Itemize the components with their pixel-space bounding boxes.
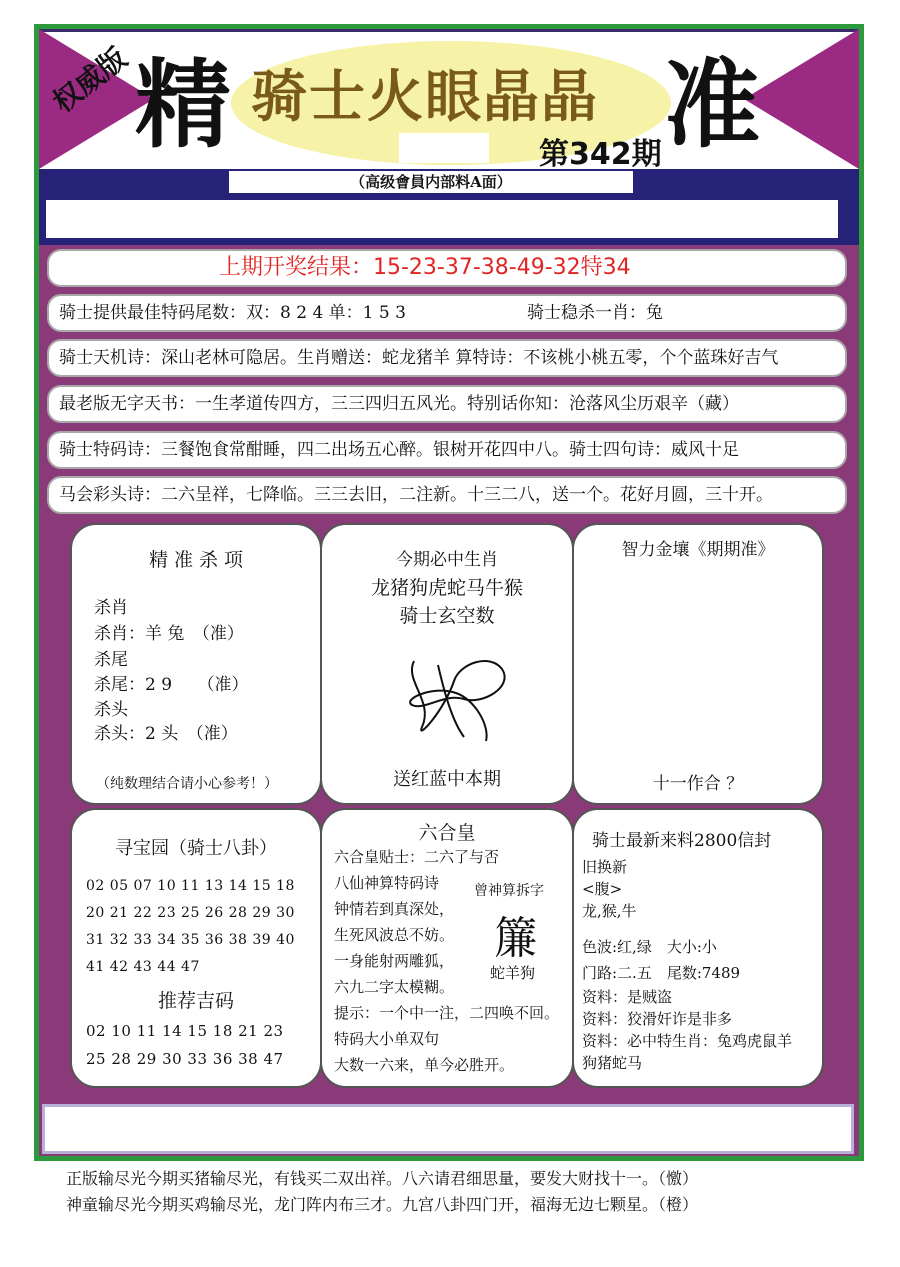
latest-line-3: 龙,猴,牛 (582, 902, 637, 920)
signature-scribble (394, 641, 534, 751)
poem-3: 骑士特码诗：三餐饱食常酣睡，四二出场五心醉。银树开花四中八。骑士四句诗：威风十足 (59, 439, 739, 460)
treasure-panel (70, 808, 322, 1088)
latest-line-2: <腹> (582, 880, 623, 898)
poem-row-2 (47, 385, 847, 423)
kill-head-label: 杀头 (94, 700, 128, 720)
lhh-line-2: 八仙神算特码诗 (334, 874, 440, 892)
right-triangle (744, 29, 859, 169)
zodiac-bottom: 送红蓝中本期 (393, 769, 501, 790)
latest-line-5: 门路:二.五 尾数:7489 (582, 964, 741, 982)
issue-number: 第342期 (539, 137, 662, 169)
poem-row-4 (47, 476, 847, 514)
kill-tail: 杀尾：2 9 （准） (94, 675, 249, 695)
authority-stamp: 权威版 (46, 41, 134, 120)
treasure-numbers-2: 20 21 22 23 25 26 28 29 30 (86, 905, 295, 921)
latest-title: 骑士最新来料2800信封 (592, 831, 772, 851)
lhh-line-6: 六九二字太模糊。 (334, 978, 455, 996)
treasure-numbers-1: 02 05 07 10 11 13 14 15 18 (86, 878, 295, 894)
treasure-numbers-3: 31 32 33 34 35 36 38 39 40 (86, 932, 295, 948)
split-char-title: 曾神算拆字 (474, 883, 544, 899)
zodiac-panel (320, 523, 574, 805)
latest-panel (572, 808, 824, 1088)
kill-note: （纯数理结合请小心参考！） (96, 776, 278, 792)
brand-title: 骑士火眼晶晶 (251, 64, 599, 130)
bottom-blank-bar (42, 1104, 854, 1154)
kill-title: 精 准 杀 项 (148, 549, 244, 571)
latest-line-9: 狗猪蛇马 (582, 1054, 643, 1072)
poem-1: 骑士天机诗：深山老林可隐居。生肖赠送：蛇龙猪羊 算特诗：不该桃小桃五零，个个蓝珠好吉气 (59, 347, 779, 368)
kill-zodiac: 杀肖：羊 兔 （准） (94, 624, 244, 644)
blank-patch (399, 133, 489, 163)
header-top-edge (39, 29, 859, 32)
latest-line-4: 色波:红,绿 大小:小 (582, 938, 717, 956)
title-jing: 精 (135, 48, 231, 161)
latest-line-7: 资料：狡滑奸诈是非多 (582, 1010, 733, 1028)
tail-numbers: 骑士提供最佳特码尾数：双：8 2 4 单：1 5 3 (59, 302, 406, 323)
latest-line-6: 资料：是贼盗 (582, 988, 673, 1006)
lhh-line-5: 一身能射两雕狐， (334, 952, 455, 970)
kill-one: 骑士稳杀一肖：兔 (527, 302, 663, 323)
split-char: 簾 (494, 913, 538, 964)
footer-line-2: 神童输尽光今期买鸡输尽光，龙门阵内布三才。九宫八卦四门开，福海无边七颗星。（橙） (66, 1195, 699, 1214)
title-zhun: 准 (664, 48, 760, 161)
kill-head: 杀头：2 头 （准） (94, 724, 238, 744)
latest-line-8: 资料：必中特生肖：兔鸡虎鼠羊 (582, 1032, 793, 1050)
last-result: 上期开奖结果：15-23-37-38-49-32特34 (219, 255, 631, 280)
wisdom-bottom: 十一作合 ？ (652, 774, 744, 794)
poem-row-3 (47, 431, 847, 469)
kill-panel (70, 523, 322, 805)
sub-label: （高级會員内部料A面） (229, 171, 633, 193)
blank-banner (46, 200, 838, 238)
poem-2: 最老版无字天书：一生孝道传四方，三三四归五风光。特别话你知：沧落风尘历艰辛（藏） (59, 393, 739, 414)
kill-zodiac-label: 杀肖 (94, 598, 128, 618)
lhh-line-7: 提示：一个中一注，二四唤不回。 (334, 1004, 560, 1022)
poem-row-1 (47, 339, 847, 377)
lhh-title: 六合皇 (418, 822, 476, 844)
zodiac-title: 今期必中生肖 (396, 550, 498, 570)
last-result-row (47, 249, 847, 287)
header-banner (39, 29, 859, 169)
treasure-title: 寻宝园（骑士八卦） (115, 838, 277, 859)
recommend-numbers-2: 25 28 29 30 33 36 38 47 (86, 1050, 284, 1068)
mystic-title: 骑士玄空数 (399, 605, 495, 627)
lhh-line-1: 六合皇贴士：二六了与否 (334, 848, 500, 866)
wisdom-title: 智力金壤《期期准》 (621, 540, 775, 560)
tail-row (47, 294, 847, 332)
zodiac-list: 龙猪狗虎蛇马牛猴 (370, 577, 523, 599)
lhh-line-4: 生死风波总不妨。 (334, 926, 455, 944)
latest-line-1: 旧换新 (582, 858, 628, 876)
lhh-panel (320, 808, 574, 1088)
lhh-line-8: 特码大小单双句 (334, 1030, 440, 1048)
lhh-line-3: 钟情若到真深处， (334, 900, 455, 918)
recommend-numbers-1: 02 10 11 14 15 18 21 23 (86, 1022, 284, 1040)
recommend-title: 推荐吉码 (157, 990, 234, 1012)
kill-tail-label: 杀尾 (94, 650, 128, 670)
split-char-answer: 蛇羊狗 (490, 964, 536, 982)
treasure-numbers-4: 41 42 43 44 47 (86, 959, 200, 975)
lhh-line-9: 大数一六来，单今必胜开。 (334, 1056, 515, 1074)
wisdom-panel (572, 523, 824, 805)
poem-4: 马会彩头诗：二六呈祥，七降临。三三去旧，二注新。十三二八，送一个。花好月圆，三十开。 (59, 484, 773, 505)
footer-line-1: 正版输尽光今期买猪输尽光，有钱买二双出祥。八六请君细思量，要发大财找十一。（憿） (66, 1169, 699, 1188)
